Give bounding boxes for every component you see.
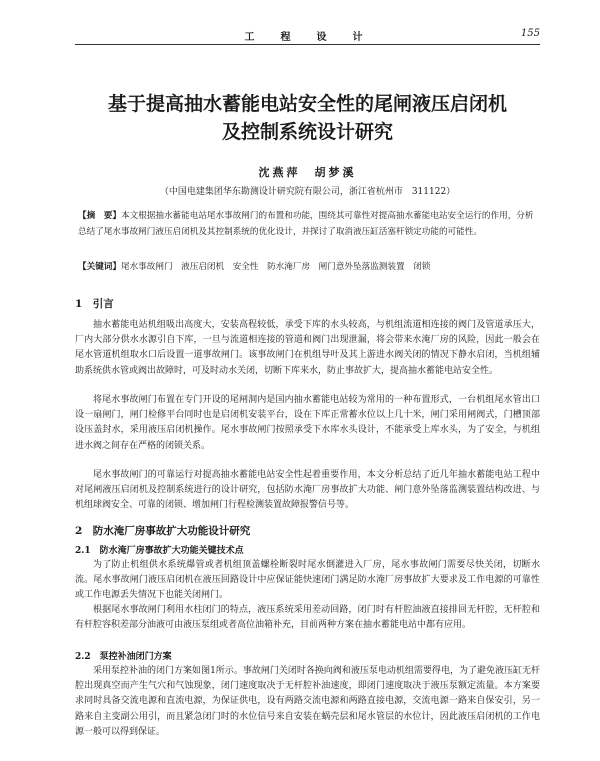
section-1-paragraph-2: 将尾水事故闸门布置在专门开设的尾闸洞内是国内抽水蓄能电站较为常用的一种布置形式，一台机组尾水管出口设一扇闸门，闸门检修平台同时也是启闭机安装平台，设在下库正常蓄水位以上几十米，闸门采用闸阀式，门槽顶部设压盖封水，采用液压启闭机操作。尾水事故闸门按照承受下水库水头设计，不能承受上库水头，为了安全，与机组进水阀之间存在严格的闭锁关系。 — [75, 395, 540, 451]
authors: 沈燕萍 胡梦溪 — [258, 166, 357, 179]
subsection-2-2-paragraph-1: 采用泵控补油的闭门方案如图1所示。事故闸门关闭时各换向阀和液压泵电动机组需要得电，为了避免液压缸无杆腔出现真空而产生气穴和气蚀现象，闭门速度取决于无杆腔补油速度，即闭门速度取决于液压泵额定流量。本方案要求同时具备交流电源和直流电源，为保证供电，设有两路交流电源和两路直接电源，交流电源一路来自保安引，另一路来自主变副公用引，而且紧急闭门时的水位信号来自安装在蜗壳层和尾水管层的水位计，因此液压启闭机的工作电源一般可以得到保证。 — [75, 666, 540, 737]
paper-title — [75, 90, 540, 146]
page-number: 155 — [520, 28, 540, 39]
subsection-2-2-heading: 2.2 泵控补油闭门方案 — [75, 652, 172, 662]
subsection-2-1-heading: 2.1 防水淹厂房事故扩大功能关键技术点 — [75, 546, 244, 556]
affiliation: （中国电建集团华东勘测设计研究院有限公司，浙江省杭州市 311122） — [159, 187, 456, 197]
subsection-2-1-paragraph-2: 根据尾水事故闸门利用水柱闭门的特点，液压系统采用差动回路，闭门时有杆腔油液直接排回无杆腔，无杆腔和有杆腔容积差部分油液可由液压泵组或者高位油箱补充，目前两种方案在抽水蓄能电站中都有应用。 — [75, 605, 540, 631]
title-line-1: 基于提高抽水蓄能电站安全性的尾闸液压启闭机 — [107, 93, 507, 115]
section-1-heading: 1 引言 — [75, 298, 114, 310]
section-1-paragraph-1: 抽水蓄能电站机组吸出高度大，安装高程较低，承受下库的水头较高，与机组流道相连接的阀门及管道承压大，厂内大部分供水水源引自下库，一旦与流道相连接的管道和阀门出现泄漏，将会带来水淹厂房的风险，因此一般会在尾水管道机组取水口后设置一道事故闸门。该事故闸门在机组导叶及其上游进水阀关闭的情况下静水启闭，当机组辅助系统供水管或阀出故障时，可及时动水关闭，切断下库来水，防止事故扩大，提高抽水蓄能电站安全性。 — [75, 320, 540, 376]
header-rule — [75, 44, 540, 45]
keywords — [78, 260, 536, 274]
subsection-2-1-paragraph-1: 为了防止机组供水系统爆管或者机组顶盖螺栓断裂时尾水倒灌进入厂房，尾水事故闸门需要尽快关闭，切断水流。尾水事故闸门液压启闭机在液压回路设计中应保证能快速闭门满足防水淹厂房事故扩大要求及工作电源的可靠性或工作电源丢失情况下也能关闭闸门。 — [75, 560, 540, 601]
keywords-text: 尾水事故闸门 液压启闭机 安全性 防水淹厂房 闸门意外坠落监测装置 闭锁 — [120, 262, 431, 272]
title-line-2: 及控制系统设计研究 — [221, 121, 393, 143]
abstract-label: 【摘 要】 — [78, 211, 121, 221]
running-header — [75, 28, 540, 44]
abstract — [78, 208, 536, 240]
keywords-label: 【关键词】 — [78, 262, 121, 272]
journal-section-name: 工 程 设 计 — [244, 32, 371, 43]
section-2-heading: 2 防水淹厂房事故扩大功能设计研究 — [75, 525, 251, 537]
section-1-paragraph-3: 尾水事故闸门的可靠运行对提高抽水蓄能电站安全性起着重要作用，本文分析总结了近几年抽水蓄能电站工程中对尾闸液压启闭机及控制系统进行的设计研究，包括防水淹厂房事故扩大功能、闸门意外坠落监测装置结构改进、与机组球阀安全、可靠的闭锁、增加闸门行程检测装置故障报警信号等。 — [75, 470, 540, 511]
abstract-text: 本文根据抽水蓄能电站尾水事故闸门的布置和功能，围绕其可靠性对提高抽水蓄能电站安全运行的作用，分析总结了尾水事故闸门液压启闭机及其控制系统的优化设计，并探讨了取消液压缸活塞杆锁定功能的可能性。 — [78, 211, 534, 237]
